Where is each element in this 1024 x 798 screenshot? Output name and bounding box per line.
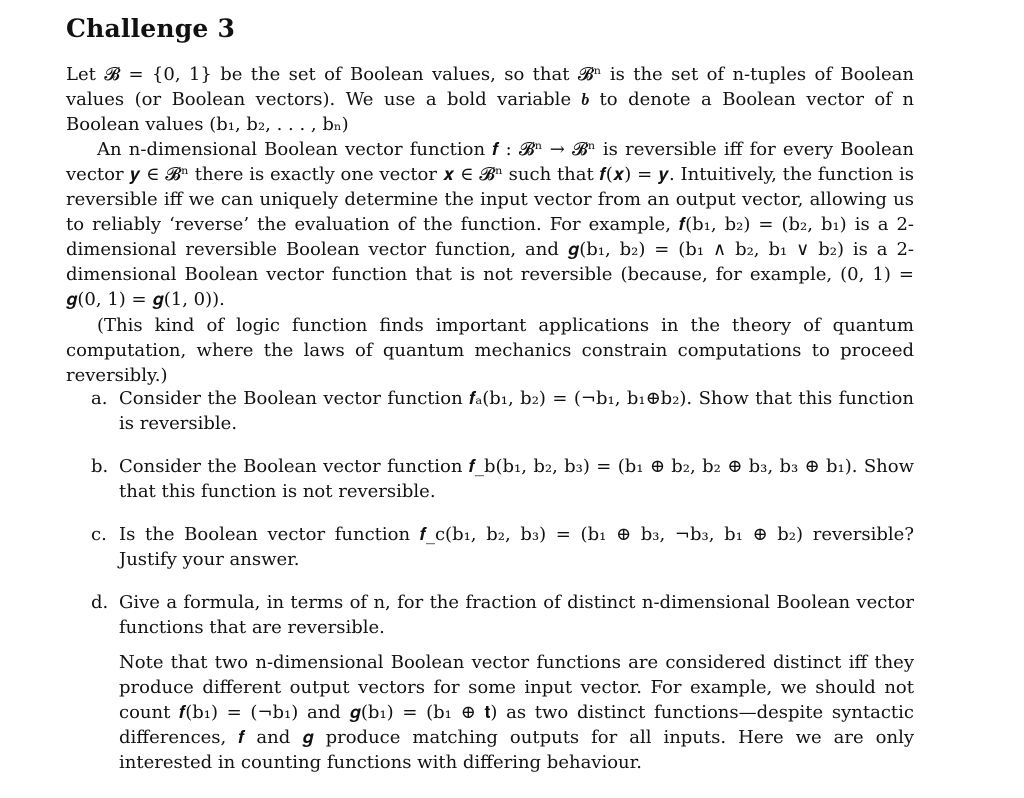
question-b-text: Consider the Boolean vector function 𝒇_b(b₁, b₂, b₃) = (b₁ ⊕ b₂, b₂ ⊕ b₃, b₃ ⊕ b₁). Show that this function is not reversible.	[119, 456, 914, 502]
question-d-note: Note that two n-dimensional Boolean vector functions are considered distinct iff they produce different output vectors for some input vector. For example, we should not count 𝒇(b₁) = (¬b₁) and 𝒈(b₁) = (b₁ ⊕ 𝐭) as two distinct functions—despite syntactic differences, 𝒇 and 𝒈 produce matching outputs for all inputs. Here we are only interested in counting functions with differing behaviour.	[119, 652, 914, 773]
question-d-text: Give a formula, in terms of n, for the fraction of distinct n-dimensional Boolean vector functions that are reversible.	[119, 592, 914, 638]
paragraph-quantum-note: (This kind of logic function finds important applications in the theory of quantum computation, where the laws of quantum mechanics constrain computations to proceed reversibly.)	[66, 315, 914, 386]
question-b-label: b.	[91, 456, 109, 477]
question-c-text: Is the Boolean vector function 𝒇_c(b₁, b₂, b₃) = (b₁ ⊕ b₃, ¬b₃, b₁ ⊕ b₂) reversible? Justify your answer.	[119, 524, 914, 570]
question-c-label: c.	[91, 524, 107, 545]
question-a-text: Consider the Boolean vector function 𝒇ₐ(b₁, b₂) = (¬b₁, b₁⊕b₂). Show that this function is reversible.	[119, 388, 914, 434]
paragraph-definitions: Let 𝓑 = {0, 1} be the set of Boolean values, so that 𝓑ⁿ is the set of n-tuples of Boolean values (or Boolean vectors). We use a bold variable 𝒃 to denote a Boolean vector of n Boolean values (b₁, b₂, . . . , bₙ)	[66, 64, 914, 135]
question-d-label: d.	[91, 592, 109, 613]
paragraph-reversible: An n-dimensional Boolean vector function 𝒇 : 𝓑ⁿ → 𝓑ⁿ is reversible iff for every Boolean vector 𝒚 ∈ 𝓑ⁿ there is exactly one vector 𝒙 ∈ 𝓑ⁿ such that 𝒇(𝒙) = 𝒚. Intuitively, the function is reversible iff we can uniquely determine the input vector from an output vector, allowing us to reliably ‘reverse’ the evaluation of the function. For example, 𝒇(b₁, b₂) = (b₂, b₁) is a 2-dimensional reversible Boolean vector function, and 𝒈(b₁, b₂) = (b₁ ∧ b₂, b₁ ∨ b₂) is a 2-dimensional Boolean vector function that is not reversible (because, for example, (0, 1) = 𝒈(0, 1) = 𝒈(1, 0)).	[66, 139, 914, 310]
question-a-label: a.	[91, 388, 108, 409]
page-title: Challenge 3	[66, 14, 236, 43]
